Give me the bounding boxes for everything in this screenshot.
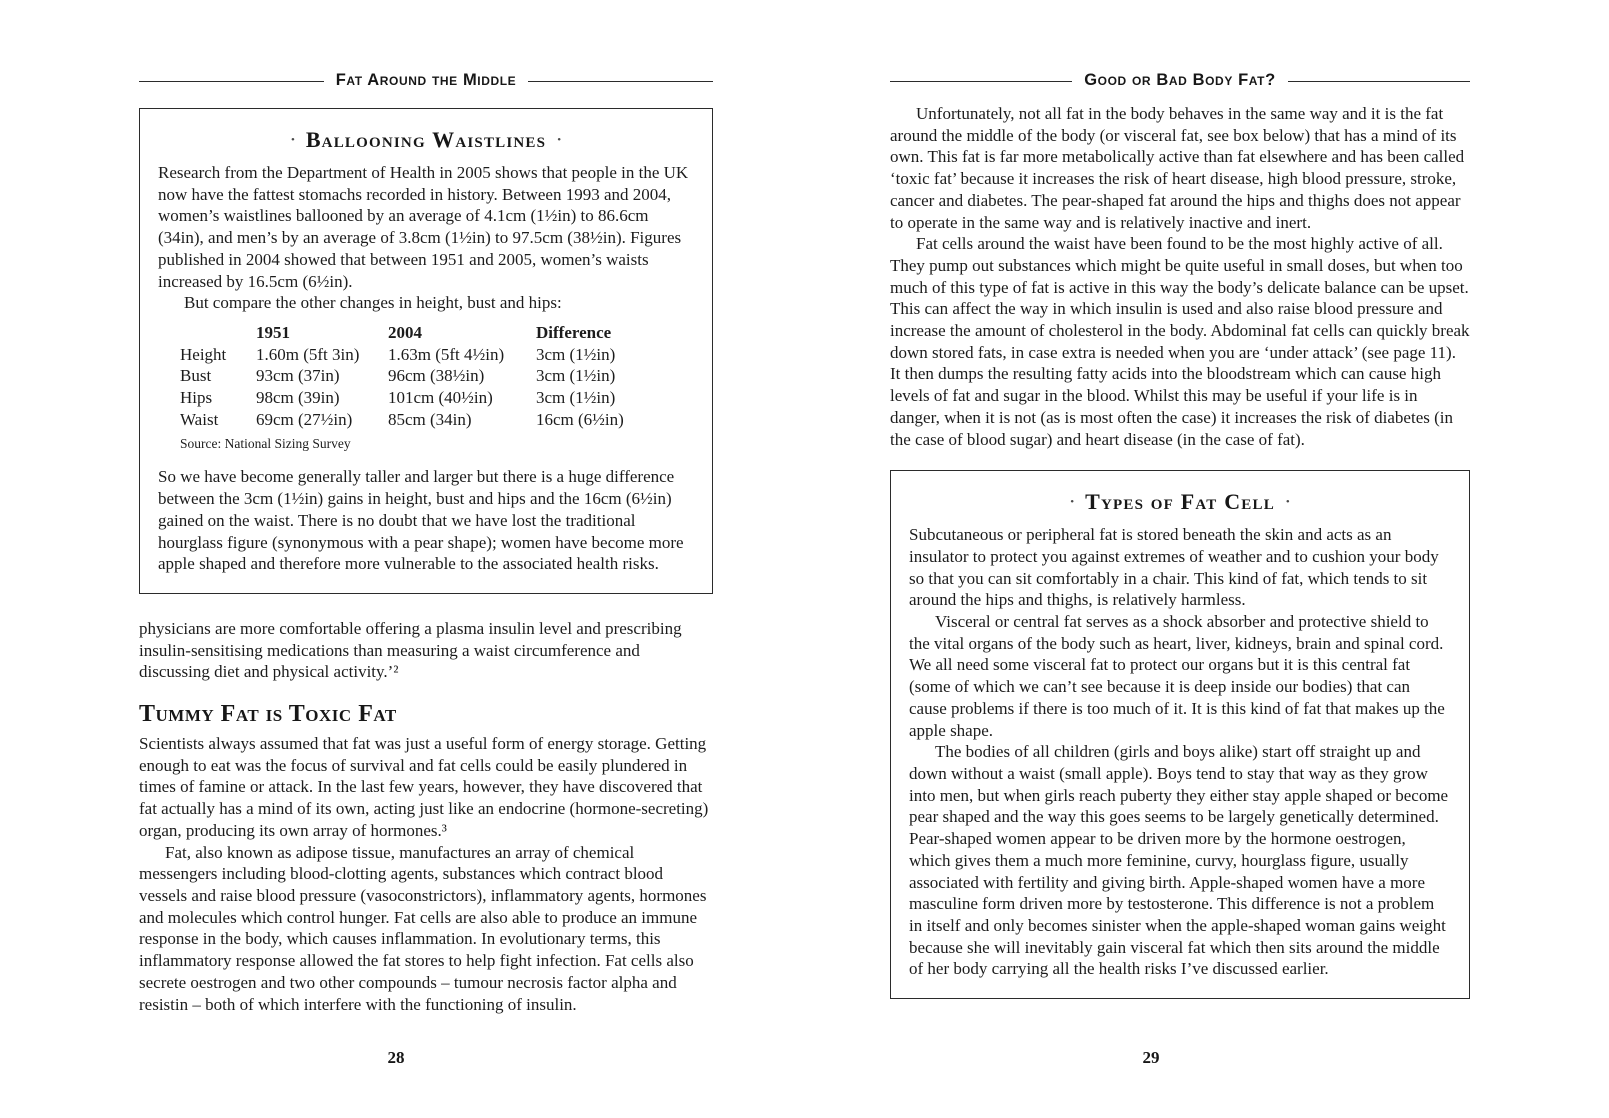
measurements-table-head (180, 322, 624, 344)
cell-1951: 93cm (37in) (256, 366, 340, 386)
table-header-blank (180, 322, 256, 344)
row-label: Bust (180, 366, 212, 386)
table-source-note: Source: National Sizing Survey (180, 436, 351, 452)
page-right (805, 0, 1609, 1118)
bullet-icon: • (290, 134, 295, 146)
cell-1951: 98cm (39in) (256, 388, 340, 408)
box-paragraph: Subcutaneous or peripheral fat is stored beneath the skin and acts as an insulator to protect you against extremes of weather and to cushion your body so that you can sit comfortably in a chair. This kind of fat, which tends to sit around the hips and thighs, is relatively harmless. (909, 525, 1439, 610)
page-number: 28 (387, 1048, 405, 1067)
cell-1951: 1.60m (5ft 3in) (256, 344, 360, 364)
cell-2004: 85cm (34in) (388, 409, 472, 429)
runhead-rule-left (139, 81, 324, 82)
box-title (158, 127, 694, 153)
cell-difference: 3cm (1½in) (536, 366, 616, 386)
box-summary-paragraph: So we have become generally taller and larger but there is a huge difference between the 3cm (1½in) gains in height, bust and hips and the 16cm (6½in) gained on the waist. There is no doubt that we have lost the traditional hourglass figure (synonymous with a pear shape); women have become more apple shaped and therefore more vulnerable to the associated health risks. (158, 467, 684, 574)
cell-1951: 69cm (27½in) (256, 409, 353, 429)
section-paragraph: Fat, also known as adipose tissue, manufactures an array of chemical messengers including blood-clotting agents, substances which contract blood vessels and raise blood pressure (vasoconstrictors), inflammatory agents, hormones and molecules which control hunger. Fat cells are also able to produce an immune response in the body, which causes inflammation. In evolutionary terms, this inflammatory response allowed the fat stores to help fight infection. Fat cells also secrete oestrogen and two other compounds – tumour necrosis factor alpha and resistin – both of which interfere with the functioning of insulin. (139, 842, 707, 1014)
table-row (180, 344, 624, 366)
bullet-icon: • (1285, 496, 1290, 509)
continuation-paragraph: physicians are more comfortable offering a plasma insulin level and prescribing insulin-sensitising medications than measuring a waist circumference and discussing diet and physical activity.’² (139, 618, 682, 682)
table-header-1951: 1951 (256, 322, 290, 342)
bullet-icon: • (1070, 496, 1075, 509)
types-of-fat-cell-box (890, 470, 1470, 999)
box-intro-paragraph: Research from the Department of Health in 2005 shows that people in the UK now have the fattest stomachs recorded in history. Between 1993 and 2004, women’s waistlines ballooned by an average of 4.1cm (1½in) to 86.6cm (34in), and men’s by an average of 3.8cm (1½in) to 97.5cm (38½in). Figures published in 2004 showed that between 1951 and 2005, women’s waists increased by 16.5cm (6½in). (158, 163, 689, 291)
running-head-right (890, 72, 1470, 90)
page-number: 29 (1142, 1048, 1160, 1067)
right-text-column (890, 72, 1470, 999)
cell-difference: 16cm (6½in) (536, 409, 624, 429)
table-header-2004: 2004 (388, 322, 422, 342)
body-paragraph: Fat cells around the waist have been found to be the most highly active of all. They pump out substances which might be quite useful in small doses, but when too much of this type of fat is active in this way the body’s delicate balance can be upset. This can affect the way in which insulin is used and also raise blood pressure and increase the amount of cholesterol in the body. Abdominal fat cells can quickly break down stored fats, in case extra is needed when you are ‘under attack’ (see page 11). It then dumps the resulting fatty acids into the bloodstream which can cause high levels of fat and sugar in the blood. Whilst this may be useful if your life is in danger, when it is not (as is most often the case) it increases the risk of diabetes (in the case of blood sugar) and heart disease (in the case of fat). (890, 234, 1470, 449)
table-row (180, 365, 624, 387)
running-head-title: Good or Bad Body Fat? (1084, 70, 1276, 89)
left-text-column (139, 72, 713, 1015)
page-left (0, 0, 804, 1118)
body-paragraph: Unfortunately, not all fat in the body behaves in the same way and it is the fat around the middle of the body (or visceral fat, see box below) that has a mind of its own. This fat is far more metabolically active than fat elsewhere and has been called ‘toxic fat’ because it increases the risk of heart disease, high blood pressure, stroke, cancer and diabetes. The pear-shaped fat around the hips and thighs does not appear to operate in the same way and is relatively inactive and inert. (890, 104, 1465, 232)
box-title-text: Ballooning Waistlines (305, 127, 547, 152)
section-paragraph: Scientists always assumed that fat was just a useful form of energy storage. Getting enough to eat was the focus of survival and fat cells could be easily plundered in times of famine or attack. In the last few years, however, they have discovered that fat actually has a mind of its own, acting just like an endocrine (hormone-secreting) organ, producing its own array of hormones.³ (139, 734, 709, 840)
runhead-rule-right (1288, 81, 1470, 82)
row-label: Height (180, 344, 227, 364)
section-heading: Tummy Fat is Toxic Fat (139, 701, 397, 728)
cell-2004: 96cm (38½in) (388, 366, 485, 386)
box-paragraph: The bodies of all children (girls and boys alike) start off straight up and down without a waist (small apple). Boys tend to stay that way as they grow into men, but when girls reach puberty they either stay apple shaped or become pear shaped and the way this goes seems to be largely genetically determined. Pear-shaped women appear to be driven more by the hormone oestrogen, which gives them a much more feminine, curvy, hourglass figure, usually associated with fertility and giving birth. Apple-shaped women have a more masculine form driven more by testosterone. This difference is not a problem in itself and only becomes sinister when the apple-shaped woman gains weight because she will inevitably gain visceral fat which then sits around the middle of her body carrying all the health risks I’ve discussed earlier. (909, 742, 1449, 979)
bullet-icon: • (557, 134, 562, 146)
cell-difference: 3cm (1½in) (536, 388, 616, 408)
box-paragraph: Visceral or central fat serves as a shock absorber and protective shield to the vital organs of the body such as heart, liver, kidneys, brain and spinal cord. We all need some visceral fat to protect our organs but it is this central fat (some of which we can’t see because it is deep inside our bodies) that can cause problems if there is too much of it. It is this kind of fat that makes up the apple shape. (909, 612, 1445, 740)
running-head-left (139, 72, 713, 90)
cell-2004: 1.63m (5ft 4½in) (388, 344, 505, 364)
box-title (909, 489, 1451, 515)
ballooning-waistlines-box (139, 108, 713, 594)
cell-difference: 3cm (1½in) (536, 344, 616, 364)
box-compare-line: But compare the other changes in height, bust and hips: (184, 293, 562, 313)
table-row (180, 409, 624, 431)
running-head-title: Fat Around the Middle (335, 70, 517, 89)
runhead-rule-left (890, 81, 1072, 82)
table-header-row (180, 322, 624, 344)
row-label: Hips (180, 388, 213, 408)
measurements-table-body (180, 344, 624, 431)
measurements-table (180, 322, 624, 431)
runhead-rule-right (528, 81, 713, 82)
table-header-difference: Difference (536, 322, 612, 342)
row-label: Waist (180, 409, 219, 429)
box-title-text: Types of Fat Cell (1085, 489, 1275, 515)
table-row (180, 387, 624, 409)
cell-2004: 101cm (40½in) (388, 388, 493, 408)
